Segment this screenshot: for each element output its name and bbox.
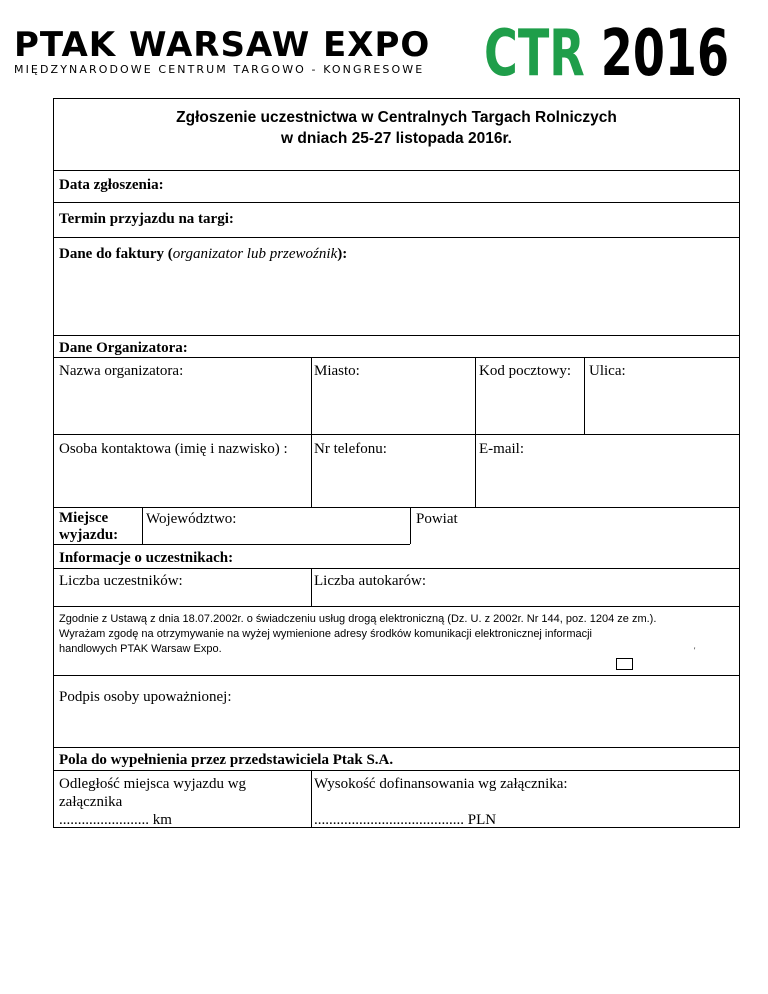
column-divider — [410, 507, 411, 544]
ptak-heading: Pola do wypełnienia przez przedstawiciela Ptak S.A. — [59, 752, 394, 768]
divider — [54, 357, 739, 358]
divider — [54, 544, 410, 545]
form-title-line2: w dniach 25-27 listopada 2016r. — [281, 130, 512, 147]
stray-dot: ' — [694, 646, 696, 655]
column-divider — [311, 357, 312, 507]
divider — [54, 237, 739, 238]
form-title — [54, 107, 739, 149]
consent-line3: handlowych PTAK Warsaw Expo. — [59, 643, 222, 655]
ctr-logo — [484, 16, 729, 92]
divider — [54, 770, 739, 771]
distance-line1: Odległość miejsca wyjazdu wg — [59, 776, 247, 792]
registration-form — [53, 98, 740, 828]
contact-person-label: Osoba kontaktowa (imię i nazwisko) : — [59, 441, 288, 457]
divider — [54, 747, 739, 748]
divider — [54, 568, 739, 569]
postal-code-label: Kod pocztowy: — [479, 363, 572, 379]
column-divider — [142, 507, 143, 544]
email-label: E-mail: — [479, 441, 524, 457]
organizer-heading: Dane Organizatora: — [59, 340, 188, 356]
departure-label-line2: wyjazdu: — [59, 527, 119, 543]
invoice-label-a: Dane do faktury ( — [59, 246, 173, 262]
distance-line2: załącznika — [59, 794, 123, 810]
divider — [54, 434, 739, 435]
consent-line2: Wyrażam zgodę na otrzymywanie na wyżej wymienione adresy środków komunikacji elektronicznej informacji — [59, 628, 593, 640]
coaches-count-label: Liczba autokarów: — [314, 573, 427, 589]
ctr-logo-ctr: CTR — [484, 17, 585, 91]
ptak-logo — [14, 25, 431, 76]
ctr-logo-year: 2016 — [600, 17, 730, 91]
street-label: Ulica: — [589, 363, 626, 379]
departure-label-line1: Miejsce — [59, 510, 109, 526]
county-label: Powiat — [416, 511, 458, 527]
divider — [54, 335, 739, 336]
logo-main-text: PTAK WARSAW EXPO — [14, 25, 431, 65]
phone-label: Nr telefonu: — [314, 441, 387, 457]
voivodeship-label: Województwo: — [146, 511, 237, 527]
form-title-line1: Zgłoszenie uczestnictwa w Centralnych Targach Rolniczych — [176, 109, 617, 126]
participants-count-label: Liczba uczestników: — [59, 573, 183, 589]
column-divider — [475, 357, 476, 507]
divider — [54, 202, 739, 203]
invoice-label — [59, 245, 347, 263]
divider — [54, 170, 739, 171]
distance-label — [59, 775, 246, 829]
column-divider — [584, 357, 585, 434]
signature-label: Podpis osoby upoważnionej: — [59, 689, 232, 705]
arrival-label: Termin przyjazdu na targi: — [59, 211, 234, 227]
invoice-label-italic: organizator lub przewoźnik — [172, 246, 338, 262]
column-divider — [311, 568, 312, 606]
funding-line2: ........................................ PLN — [314, 812, 497, 828]
consent-line1: Zgodnie z Ustawą z dnia 18.07.2002r. o świadczeniu usług drogą elektroniczną (Dz. U. z 2002r. Nr 144, poz. 1204 ze zm.). — [59, 613, 657, 625]
distance-line3: ........................ km — [59, 812, 172, 828]
date-label: Data zgłoszenia: — [59, 177, 164, 193]
participants-heading: Informacje o uczestnikach: — [59, 550, 234, 566]
organizer-name-label: Nazwa organizatora: — [59, 363, 184, 379]
city-label: Miasto: — [314, 363, 360, 379]
departure-label — [59, 510, 118, 544]
invoice-label-b: ): — [337, 246, 348, 262]
funding-line1: Wysokość dofinansowania wg załącznika: — [314, 776, 568, 792]
divider — [54, 675, 739, 676]
divider — [54, 606, 739, 607]
divider — [54, 507, 739, 508]
consent-checkbox[interactable] — [616, 658, 633, 670]
logo-sub-text: MIĘDZYNARODOWE CENTRUM TARGOWO - KONGRESOWE — [14, 63, 425, 76]
column-divider — [311, 770, 312, 828]
